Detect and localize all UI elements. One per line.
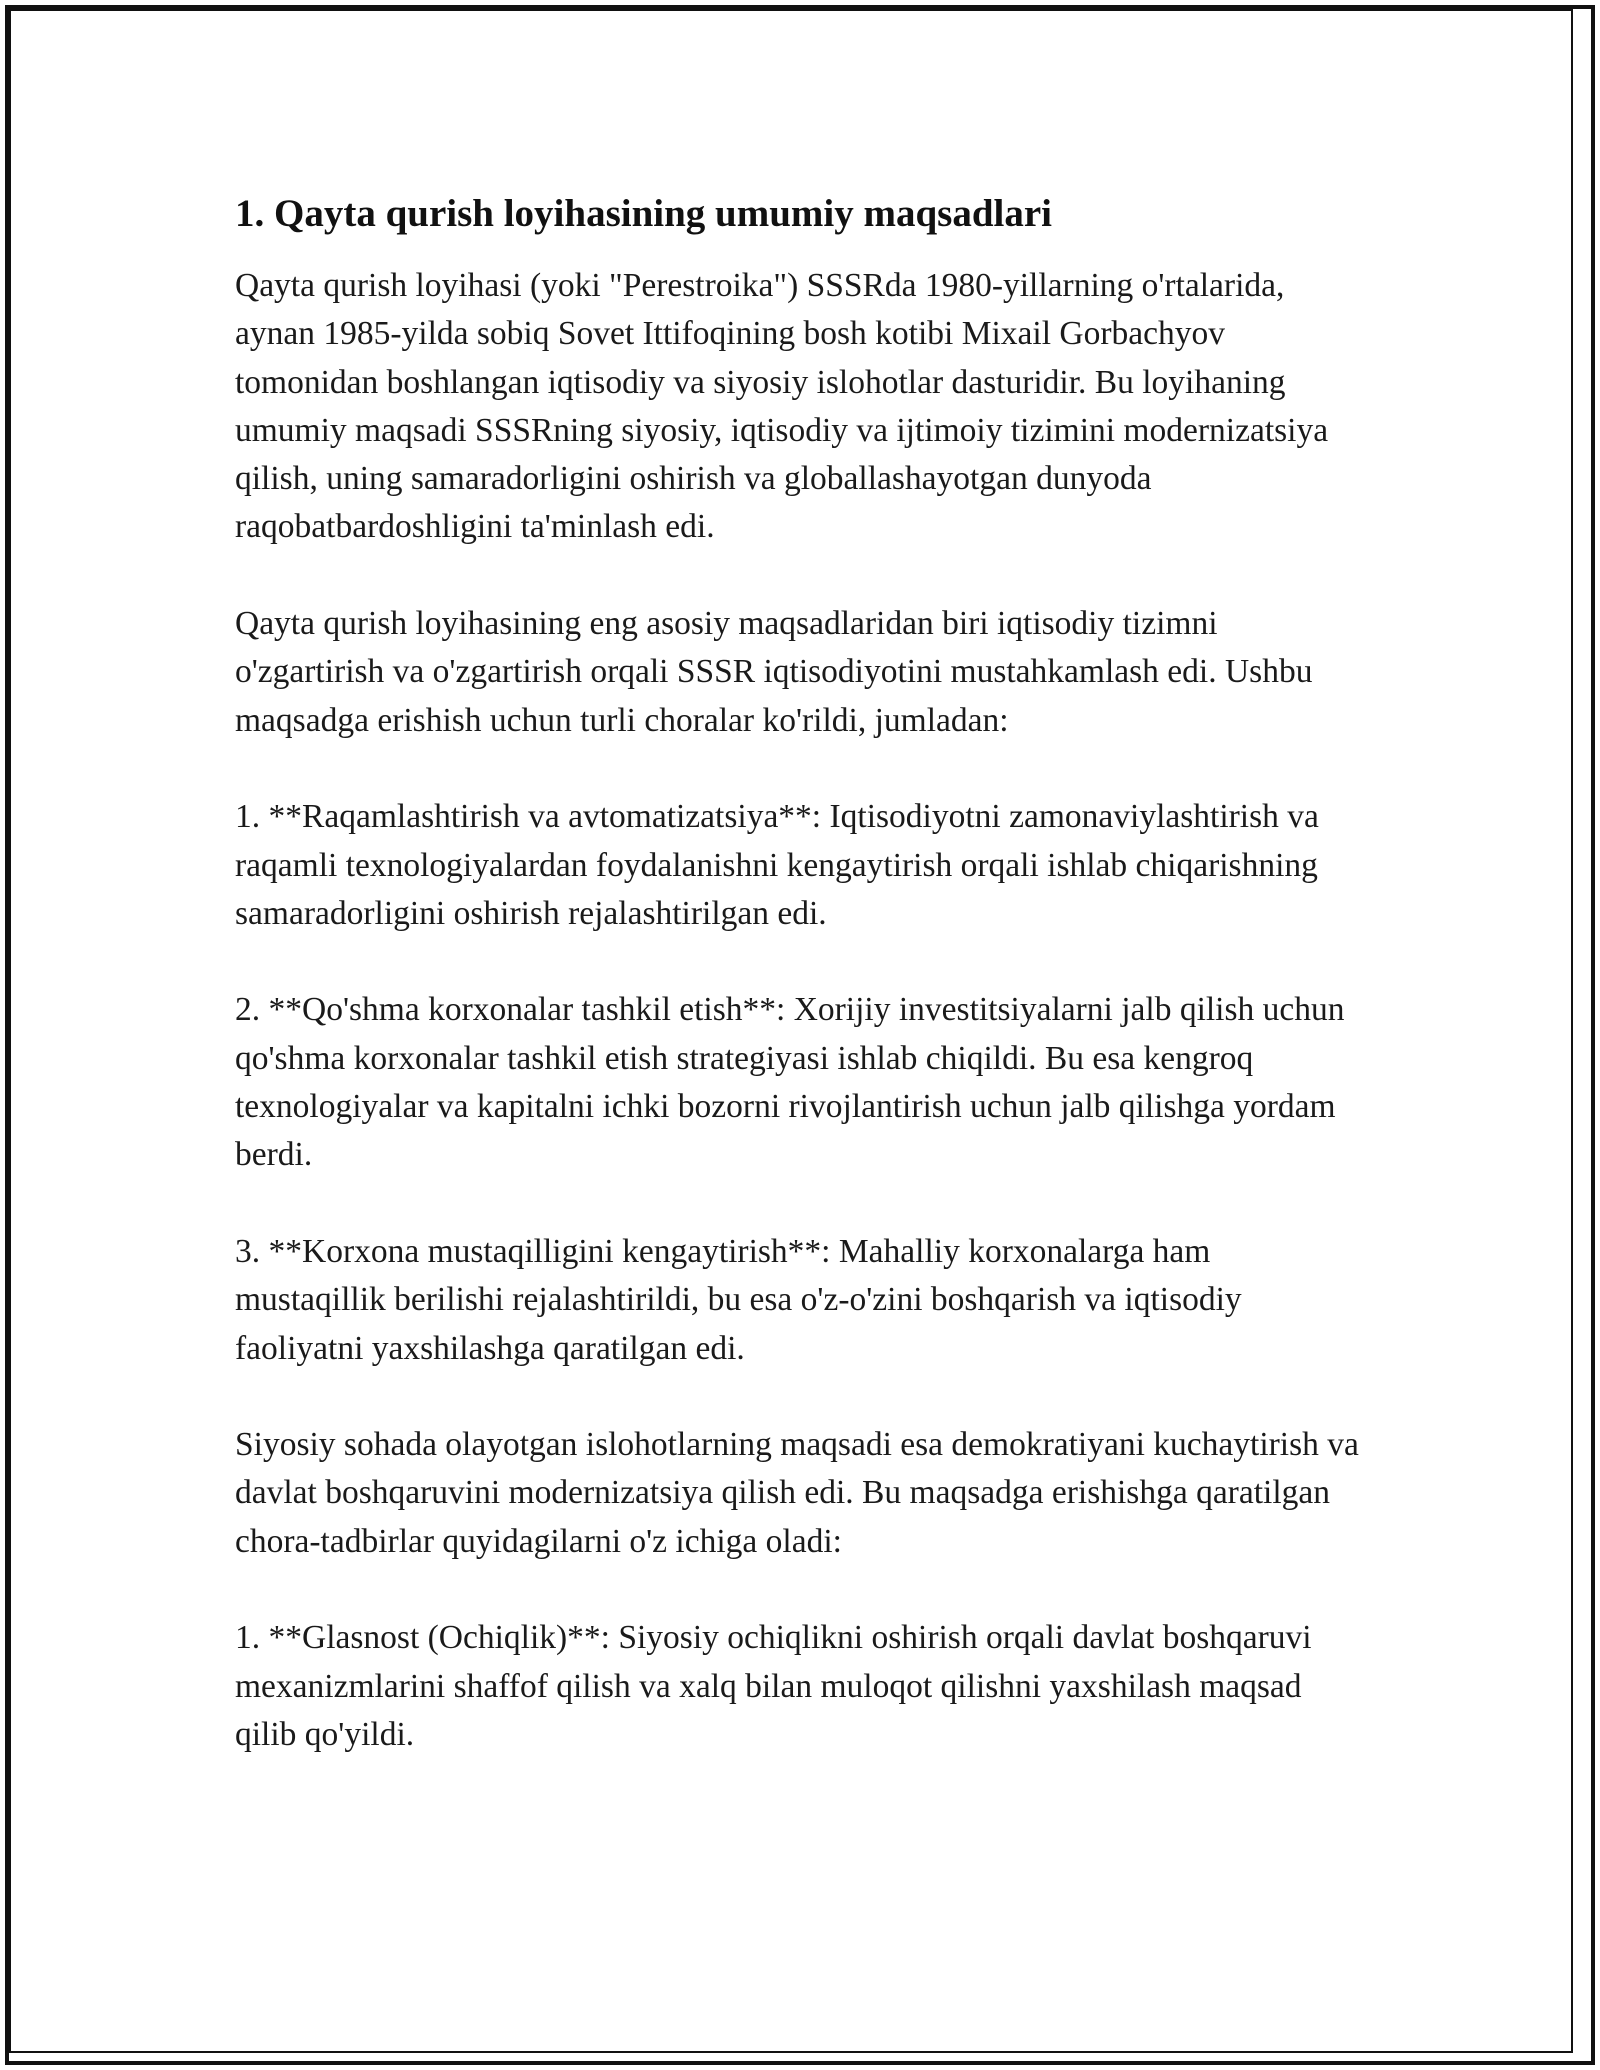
list-item-joint-ventures: 2. **Qo'shma korxonalar tashkil etish**: Xorijiy investitsiyalarni jalb qilish uchun qo'shma korxonalar tashkil etish strategiyasi ishlab chiqildi. Bu esa kengroq texnologiyalar va kapitalni ichki bozorni rivojlantirish uchun jalb qilishga yordam berdi. [235,991,1345,1174]
section-heading: 1. Qayta qurish loyihasining umumiy maqsadlari [235,192,1053,235]
paragraph-political-goals: Siyosiy sohada olayotgan islohotlarning maqsadi esa demokratiyani kuchaytirish va davlat boshqaruvini modernizatsiya qilish edi. Bu maqsadga erishishga qaratilgan chora-tadbirlar quyidagilarni o'z ichiga oladi: [235,1426,1359,1560]
list-item-glasnost: 1. **Glasnost (Ochiqlik)**: Siyosiy ochiqlikni oshirish orqali davlat boshqaruvi mexanizmlarini shaffof qilish va xalq bilan muloqot qilishni yaxshilash maqsad qilib qo'yildi. [235,1619,1312,1753]
document-body [235,184,1365,1808]
paragraph-intro: Qayta qurish loyihasi (yoki "Perestroika") SSSRda 1980-yillarning o'rtalarida, aynan 1985-yilda sobiq Sovet Ittifoqining bosh kotibi Mixail Gorbachyov tomonidan boshlangan iqtisodiy va siyosiy islohotlar dasturidir. Bu loyihaning umumiy maqsadi SSSRning siyosiy, iqtisodiy va ijtimoiy tizimini modernizatsiya qilish, uning samaradorligini oshirish va globallashayotgan dunyoda raqobatbardoshligini ta'minlash edi. [235,267,1329,546]
list-item-enterprise-independence: 3. **Korxona mustaqilligini kengaytirish**: Mahalliy korxonalarga ham mustaqillik berilishi rejalashtirildi, bu esa o'z-o'zini boshqarish va iqtisodiy faoliyatni yaxshilashga qaratilgan edi. [235,1232,1242,1367]
paragraph-economic-goals: Qayta qurish loyihasining eng asosiy maqsadlaridan biri iqtisodiy tizimni o'zgartirish va o'zgartirish orqali SSSR iqtisodiyotini mustahkamlash edi. Ushbu maqsadga erishish uchun turli choralar ko'rildi, jumladan: [235,605,1313,739]
list-item-digitalization: 1. **Raqamlashtirish va avtomatizatsiya**: Iqtisodiyotni zamonaviylashtirish va raqamli texnologiyalardan foydalanishni kengaytirish orqali ishlab chiqarishning samaradorligini oshirish rejalashtirilgan edi. [235,798,1319,932]
